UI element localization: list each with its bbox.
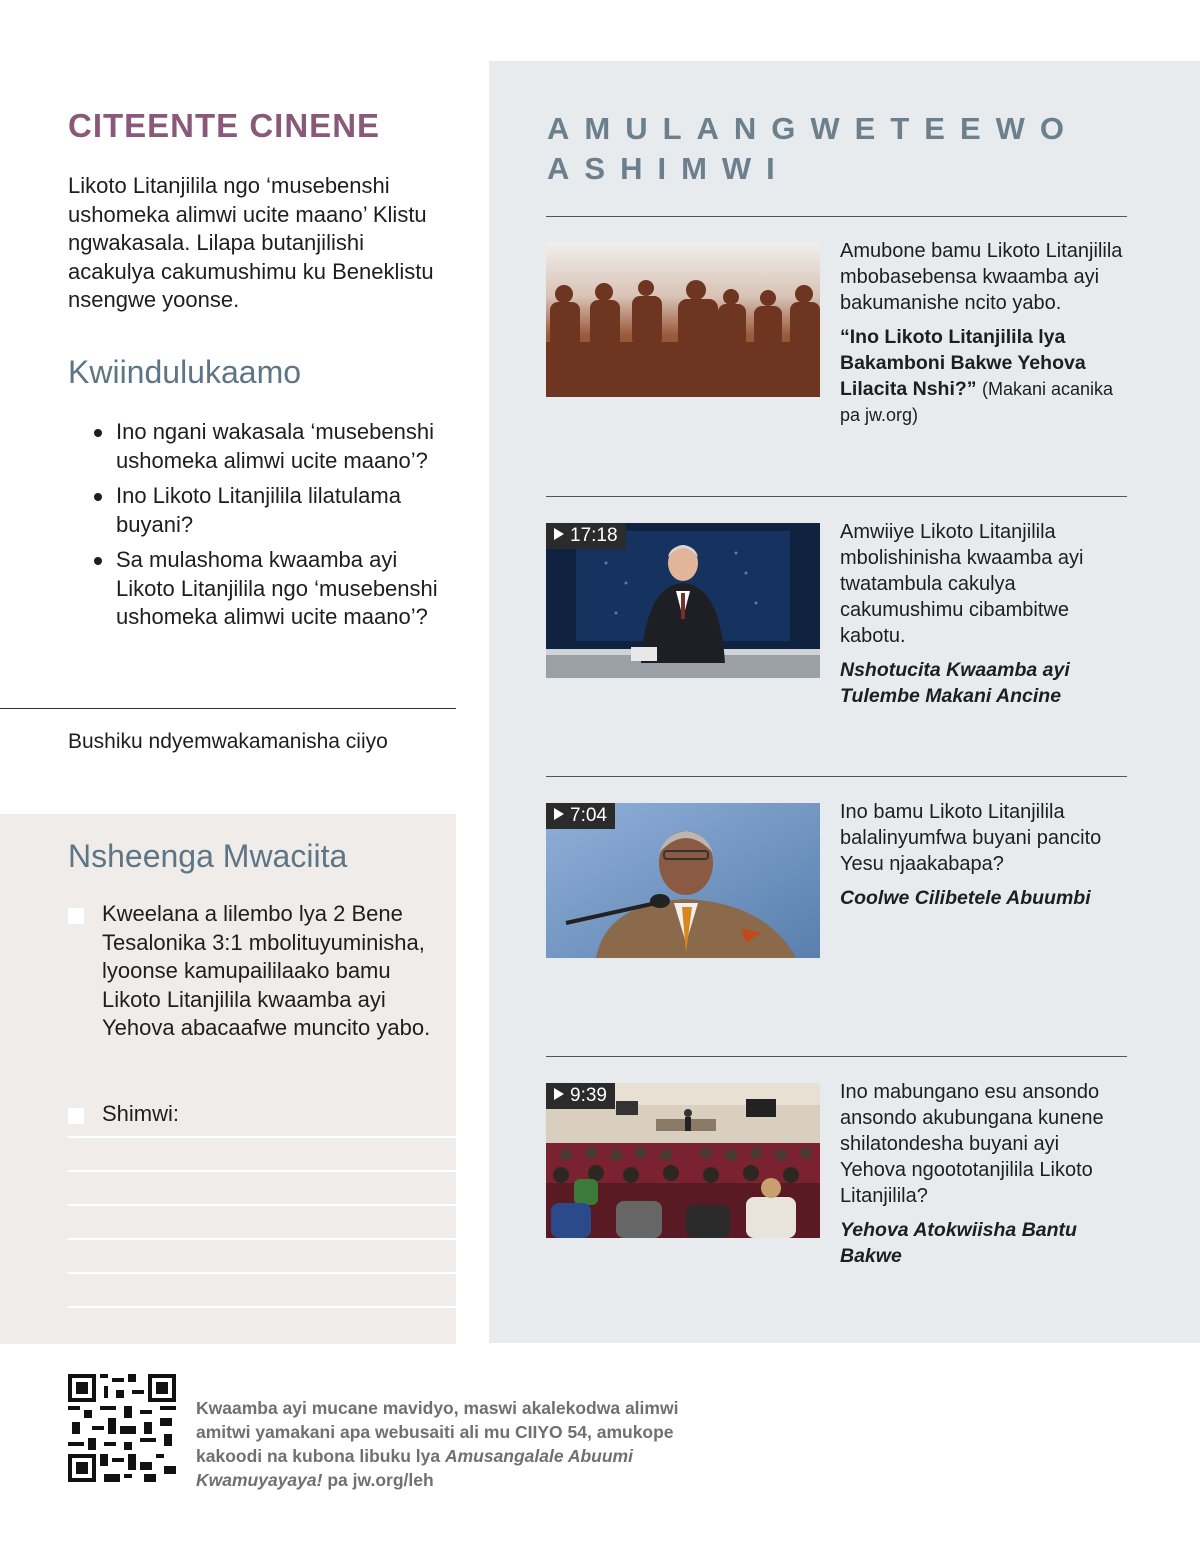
summary-title: CITEENTE CINENE <box>68 107 381 144</box>
explore-section <box>489 61 1200 1343</box>
writing-line[interactable] <box>68 1136 456 1138</box>
item-source-link[interactable]: Nshotucita Kwaamba ayi Tulembe Makani Ancine <box>840 659 1070 707</box>
bullet-icon <box>94 557 102 565</box>
video-duration-badge: 9:39 <box>546 1083 615 1109</box>
article-thumbnail[interactable] <box>546 242 820 397</box>
divider <box>546 1056 1127 1057</box>
writing-line[interactable] <box>68 1204 456 1206</box>
task-text: Kweelana a lilembo lya 2 Bene Tesalonika 3:1 mbolituyuminisha, lyoonse kamupaililaako bamu Likoto Litanjilila kwaamba ayi Yehova abacaafwe muncito yabo. <box>102 901 431 1040</box>
item-source-link[interactable]: Yehova Atokwiisha Bantu Bakwe <box>840 1219 1077 1267</box>
summary-text: Likoto Litanjilila ngo ‘musebenshi ushomeka alimwi ucite maano’ Klistu ngwakasala. Lilapa butanjilishi acakulya cakumushimu ku Beneklistu nsengwe yoonse. <box>68 173 434 312</box>
writing-line[interactable] <box>68 1170 456 1172</box>
divider <box>546 496 1127 497</box>
explore-item-video[interactable] <box>546 1081 1127 1267</box>
list-item: Ino ngani wakasala ‘musebenshi ushomeka alimwi ucite maano’? <box>94 418 456 475</box>
video-duration-badge: 17:18 <box>546 523 626 549</box>
footer-note: Kwaamba ayi mucane mavidyo, maswi akalekodwa alimwi amitwi yamakani apa webusaiti ali mu CIIYO 54, amukope kakoodi na kubona libuku lya Amusangalale Abuumi Kwamuyayaya! pa jw.org/leh <box>196 1398 679 1490</box>
video-thumbnail[interactable] <box>546 803 820 958</box>
item-question: Ino mabungano esu ansondo ansondo akubungana kunene shilatondesha buyani ayi Yehova ngoototanjilila Likoto Litanjilila? <box>840 1081 1104 1207</box>
assignment-title: Nsheenga Mwaciita <box>68 838 348 874</box>
review-section <box>68 352 456 639</box>
video-duration-badge: 7:04 <box>546 803 615 829</box>
play-icon <box>554 528 564 540</box>
item-description <box>840 1079 1130 1269</box>
task-other-label: Shimwi: <box>102 1101 180 1126</box>
divider <box>546 216 1127 217</box>
checkbox-icon[interactable] <box>68 908 84 924</box>
assignment-section <box>0 814 456 1344</box>
video-thumbnail[interactable] <box>546 523 820 678</box>
checkbox-icon[interactable] <box>68 1108 84 1124</box>
review-title: Kwiindulukaamo <box>68 354 302 390</box>
item-description <box>840 238 1130 428</box>
divider <box>546 776 1127 777</box>
bullet-icon <box>94 493 102 501</box>
item-question: Amwiiye Likoto Litanjilila mbolishinisha kwaamba ayi twatambula cakulya cakumushimu cibambitwe kabotu. <box>840 521 1084 647</box>
explore-item-video[interactable] <box>546 803 1127 963</box>
item-source-link[interactable]: “Ino Likoto Litanjilila lya Bakamboni Bakwe Yehova Lilacita Nshi?” (Makani acanika pa jw.org) <box>840 326 1114 425</box>
list-item: Sa mulashoma kwaamba ayi Likoto Litanjilila ngo ‘musebenshi ushomeka alimwi ucite maano’? <box>94 546 456 632</box>
summary-section <box>68 108 456 315</box>
list-item: Ino Likoto Litanjilila lilatulama buyani? <box>94 482 456 539</box>
writing-line[interactable] <box>68 1238 456 1240</box>
play-icon <box>554 808 564 820</box>
item-question: Amubone bamu Likoto Litanjilila mbobasebensa kwaamba ayi bakumanishe ncito yabo. <box>840 240 1123 314</box>
item-source-note: (Makani acanika pa jw.org) <box>840 379 1114 425</box>
play-icon <box>554 1088 564 1100</box>
qr-code-icon[interactable] <box>68 1374 176 1482</box>
explore-item-video[interactable] <box>546 521 1127 707</box>
divider <box>0 708 456 709</box>
task-item[interactable] <box>68 900 438 1043</box>
writing-line[interactable] <box>68 1272 456 1274</box>
item-source-link[interactable]: Coolwe Cilibetele Abuumbi <box>840 887 1091 909</box>
writing-line[interactable] <box>68 1306 456 1308</box>
review-list <box>68 418 456 632</box>
explore-title: AMULANGWETEEWO ASHIMWI <box>547 111 1080 186</box>
date-completed-label[interactable]: Bushiku ndyemwakamanisha ciiyo <box>68 730 388 753</box>
video-thumbnail[interactable] <box>546 1083 820 1238</box>
bullet-icon <box>94 429 102 437</box>
item-description <box>840 519 1130 709</box>
explore-item-article[interactable] <box>546 240 1127 425</box>
item-question: Ino bamu Likoto Litanjilila balalinyumfwa buyani pancito Yesu njaakabapa? <box>840 801 1102 875</box>
item-description <box>840 799 1130 911</box>
task-item-other[interactable] <box>68 1100 438 1129</box>
book-title: Amusangalale Abuumi Kwamuyayaya! <box>196 1446 633 1490</box>
